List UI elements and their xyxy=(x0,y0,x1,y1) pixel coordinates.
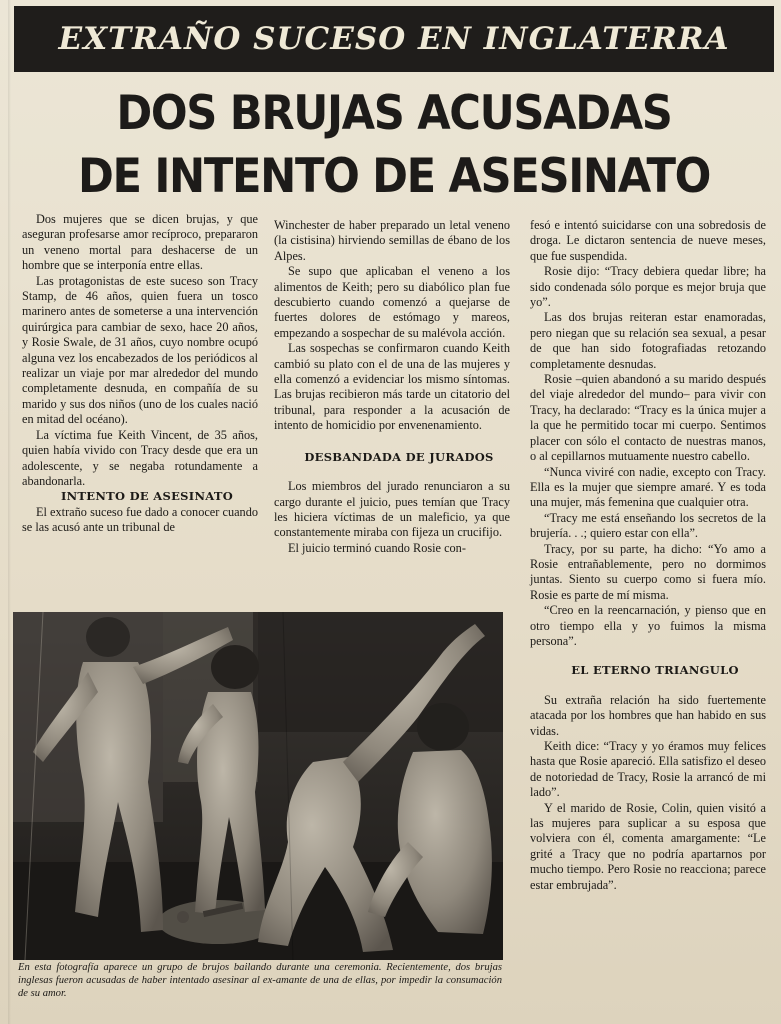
paragraph: Las dos brujas reiteran estar enamoradas, pero niegan que su relación sea sexual, a pesar de que han sido fotografiadas retozando completamente desnudas. xyxy=(530,310,766,371)
paragraph: Winchester de haber preparado un letal veneno (la cistisina) hirviendo semillas de ébano de los Alpes. xyxy=(274,218,510,263)
article-column-2 xyxy=(274,218,510,556)
paragraph: Rosie –quien abandonó a su marido después del viaje alrededor del mundo– para vivir con Tracy, ha declarado: “Tracy es la única mujer a la que he permitido tocar mi cuerpo. Sentimos placer con sólo el contacto de nuestras manos, o al cepillarnos mutuamente nuestro cabello. xyxy=(530,372,766,464)
paragraph: Las sospechas se confirmaron cuando Keith cambió su plato con el de una de las mujeres y ella comenzó a evidenciar los mismo síntomas. Las brujas recibieron más tarde un citatorio del tribunal, para responder a la acusación de intento de homicidio por envenenamiento. xyxy=(274,341,510,433)
paragraph: fesó e intentó suicidarse con una sobredosis de droga. Le dictaron sentencia de nueve meses, que fue suspendida. xyxy=(530,218,766,263)
article-column-3 xyxy=(530,218,766,893)
banner-title: EXTRAÑO SUCESO EN INGLATERRA xyxy=(58,21,730,57)
paragraph: Tracy, por su parte, ha dicho: “Yo amo a Rosie entrañablemente, pero no dormimos juntas. Siento su cuerpo como si fuera mío. Rosie es parte de mí misma. xyxy=(530,541,766,602)
page-fold-shadow xyxy=(8,0,11,1024)
paragraph: Keith dice: “Tracy y yo éramos muy felices hasta que Rosie apareció. Ella satisfizo el deseo de notoriedad de Tracy, Rosie la arrancó de mi lado”. xyxy=(530,739,766,800)
subheading-triangulo: EL ETERNO TRIANGULO xyxy=(571,663,739,678)
paragraph: La víctima fue Keith Vincent, de 35 años, quien había vivido con Tracy desde que era un adolescente, y se negaba rotundamente a abandonarla. xyxy=(22,427,258,488)
section-banner xyxy=(14,6,774,72)
paragraph: Los miembros del jurado renunciaron a su cargo durante el juicio, pues temían que Tracy les hiciera víctimas de un maleficio, ya que constantemente miraba con fijeza un crucifijo. xyxy=(274,479,510,540)
paragraph: “Tracy me está enseñando los secretos de la brujería. . .; quiero estar con ella”. xyxy=(530,510,766,541)
paragraph: “Nunca viviré con nadie, excepto con Tracy. Ella es la mujer que siempre amaré. Y es toda una mujer, más femenina que cualquier otra. xyxy=(530,464,766,510)
paragraph: “Creo en la reencarnación, y pienso que en otro tiempo ella y yo fuimos la misma persona”. xyxy=(530,603,766,648)
ceremony-photo xyxy=(13,612,503,960)
paragraph: El extraño suceso fue dado a conocer cuando se las acusó ante un tribunal de xyxy=(22,504,258,535)
subheading-desbandada: DESBANDADA DE JURADOS xyxy=(304,449,494,464)
paragraph: Se supo que aplicaban el veneno a los alimentos de Keith; pero su diabólico plan fue descubierto cuando comenzó a quejarse de fuertes dolores de estómago y mareos, empezando a sospechar de su malévola acción. xyxy=(274,264,510,340)
paragraph: El juicio terminó cuando Rosie con- xyxy=(288,540,466,555)
article-column-1 xyxy=(22,212,258,536)
photo-caption: En esta fotografía aparece un grupo de brujos bailando durante una ceremonia. Recientemente, dos brujas inglesas fueron acusadas de haber intentado asesinar al ex-amante de una de ellas, por impedir la consumación de su amor. xyxy=(18,962,502,1000)
paragraph: Y el marido de Rosie, Colin, quien visitó a las mujeres para suplicar a su esposa que volviera con él, comenta amargamente: “Le grité a Tracy que no podría apartarnos por mucho tiempo. Pero Rosie no reacciona; parece estar embrujada”. xyxy=(530,800,766,892)
headline-line-2: DE INTENTO DE ASESINATO xyxy=(78,149,710,204)
paragraph: Las protagonistas de este suceso son Tracy Stamp, de 46 años, quien fuera un tosco marinero antes de someterse a una intervención quirúrgica para cambiar de sexo, hace 20 años, y Rosie Swale, de 31 años, cuyo nombre ocupó alguna vez los encabezados de los periódicos al realizar un viaje por mar alrededor del mundo completamente desnuda, en compañía de su marido y sus dos niños (uno de los cuales nació en mitad del océano). xyxy=(22,273,258,427)
photo-image xyxy=(13,612,503,960)
subheading-intento: INTENTO DE ASESINATO xyxy=(60,489,234,504)
paragraph: Su extraña relación ha sido fuertemente atacada por los hombres que han habido en sus vidas. xyxy=(530,692,766,738)
headline-line-1: DOS BRUJAS ACUSADAS xyxy=(116,86,672,141)
paragraph: Dos mujeres que se dicen brujas, y que aseguran profesarse amor recíproco, prepararon un veneno mortal para deshacerse de un hombre que se interponía entre ellas. xyxy=(22,212,258,273)
paragraph: Rosie dijo: “Tracy debiera quedar libre; ha sido condenada sólo porque es mejor bruja que yo”. xyxy=(530,264,766,310)
